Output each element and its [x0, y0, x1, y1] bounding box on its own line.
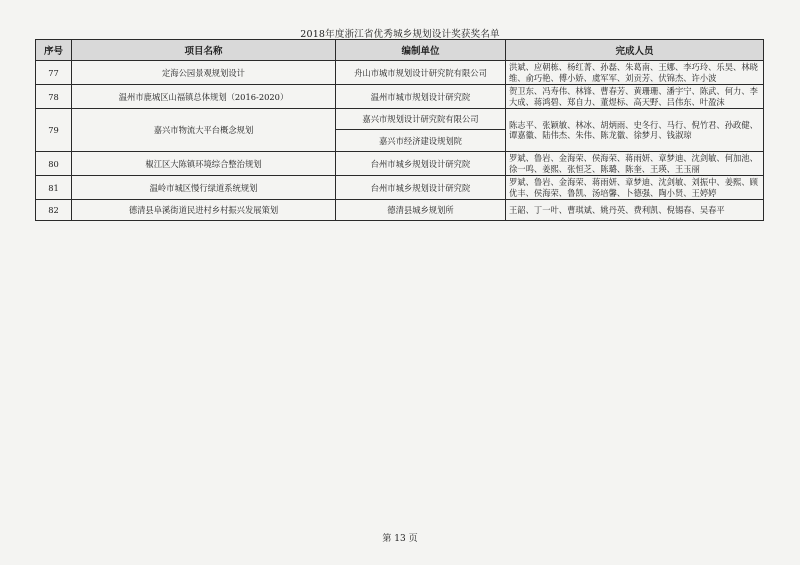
awards-table: [35, 39, 764, 221]
project-name: 椒江区大陈镇环境综合整治规划: [72, 152, 336, 176]
people-list: 王韶、丁一叶、曹琪斌、姚丹英、费利凯、倪锡春、吴春平: [506, 200, 764, 221]
people-list: 陈志平、张颖敏、林冰、胡炳雨、史冬行、马行、倪竹君、孙政健、谭嘉徽、陆伟杰、朱伟、陈龙徽、徐梦月、钱淑琼: [506, 109, 764, 152]
unit-name: 嘉兴市经济建设规划院: [336, 130, 506, 152]
project-name: 嘉兴市物流大平台概念规划: [72, 109, 336, 152]
row-number: 77: [36, 61, 72, 85]
project-name: 德清县阜溪街道民进村乡村振兴发展策划: [72, 200, 336, 221]
row-number: 82: [36, 200, 72, 221]
row-number: 79: [36, 109, 72, 152]
people-list: 贺卫东、冯寿伟、林锋、曹春芳、黄珊珊、潘宇宁、陈武、何力、李大成、蒋鸿碧、郑自力、董煜标、高天野、吕伟东、叶盈沫: [506, 85, 764, 109]
unit-name: 台州市城乡规划设计研究院: [336, 176, 506, 200]
people-list: 罗斌、鲁岩、金海荣、侯海荣、蒋雨妍、章梦迪、沈剑敏、何加池、徐一鸣、姜熙、张恒芝、陈璐、陈奎、王瑛、王玉丽: [506, 152, 764, 176]
project-name: 温岭市城区慢行绿道系统规划: [72, 176, 336, 200]
header-people: 完成人员: [506, 40, 764, 61]
table-row: [36, 61, 764, 85]
unit-name: 德清县城乡规划所: [336, 200, 506, 221]
project-name: 温州市鹿城区山福镇总体规划（2016-2020）: [72, 85, 336, 109]
page-title: 2018年度浙江省优秀城乡规划设计奖获奖名单: [300, 29, 500, 40]
people-list: 洪斌、应朝栋、杨红菁、孙磊、朱葛南、王娜、李巧玲、乐昊、林晓维、俞巧艳、傅小娇、虞军军、刘贡芳、伏锦杰、许小波: [506, 61, 764, 85]
table-row: [36, 176, 764, 200]
header-unit: 编制单位: [336, 40, 506, 61]
row-number: 78: [36, 85, 72, 109]
table-header-row: [36, 40, 764, 61]
header-project-name: 项目名称: [72, 40, 336, 61]
row-number: 81: [36, 176, 72, 200]
table-row: [36, 109, 764, 130]
page-number: 第 13 页: [382, 534, 418, 544]
header-number: 序号: [36, 40, 72, 61]
unit-name: 台州市城乡规划设计研究院: [336, 152, 506, 176]
unit-name: 舟山市城市规划设计研究院有限公司: [336, 61, 506, 85]
people-list: 罗斌、鲁岩、金海荣、蒋雨妍、章梦迪、沈剑敏、刘振中、姜熙、顾优丰、侯海荣、鲁凯、汤培馨、卜德强、陶小贤、王婷婷: [506, 176, 764, 200]
table-row: [36, 200, 764, 221]
unit-name: 温州市城市规划设计研究院: [336, 85, 506, 109]
table-row: [36, 152, 764, 176]
project-name: 定海公园景观规划设计: [72, 61, 336, 85]
unit-name: 嘉兴市规划设计研究院有限公司: [336, 109, 506, 130]
table-row: [36, 85, 764, 109]
row-number: 80: [36, 152, 72, 176]
